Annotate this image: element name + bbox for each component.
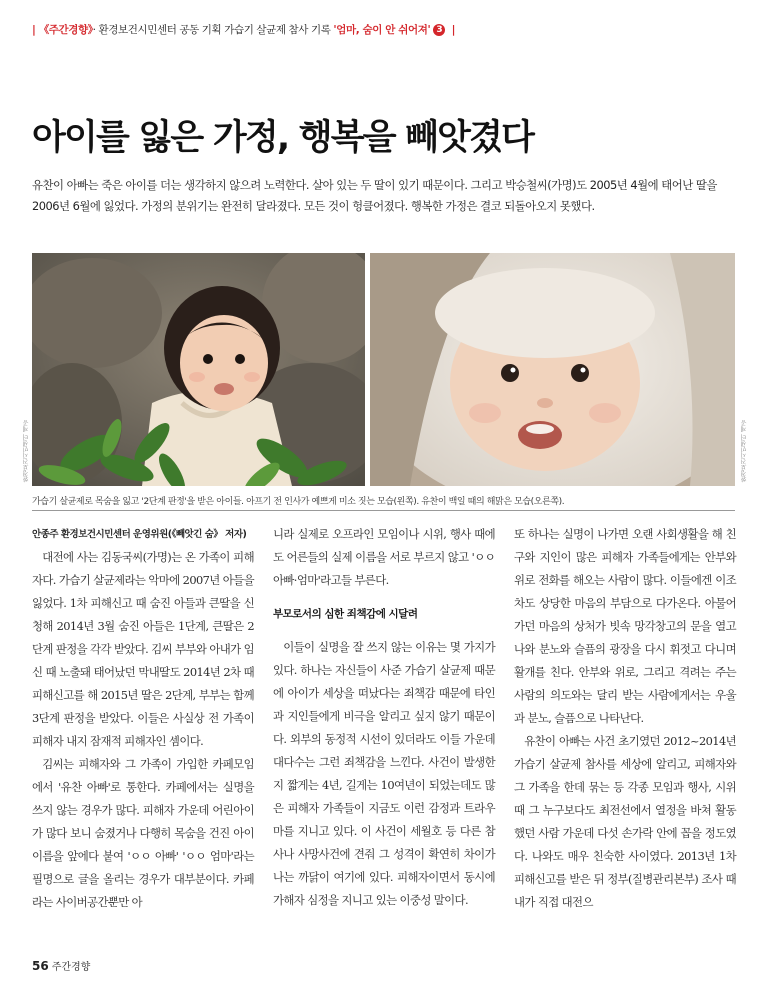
col3-paragraph-1: 또 하나는 실명이 나가면 오랜 사회생활을 해 친구와 지인이 많은 피해자 가족들에게는 안부와 위로 전화를 해오는 사람이 많다. 이들에겐 이조차도 상당한 마음의 부담으로 다가온다. 아물어 가던 마음의 상처가 빗속 망각창고의 문을 열고 나와 분노와 슬픔의 광장을 다시 휘젓고 다니며 활개를 친다. 안부와 위로, 그리고 격려는 주는 사람의 의도와는 달리 받는 사람에게서는 우울과 분노, 슬픔으로 나타난다. bbox=[514, 527, 736, 725]
col1-paragraph-1: 대전에 사는 김동국씨(가명)는 온 가족이 피해자다. 가습기 살균제라는 악마에 2007년 아들을 잃었다. 1차 피해신고 때 숨진 아들과 큰딸을 신청해 2014년 3월 숨진 아들은 1단계, 큰딸은 2단계 판정을 각각 받았다. 김씨 부부와 아내가 임신 때 노출돼 태어났던 막내딸도 2014년 2차 때 피해신고를 해 2015년 딸은 2단계, 부부는 함께 3단계 판정을 받았다. 이들은 사실상 전 가족이 피해자 내지 잠재적 피해자인 셈이다. bbox=[32, 550, 254, 748]
author-byline: 안종주 환경보건시민센터 운영위원(《빼앗긴 숨》 저자) bbox=[32, 529, 247, 540]
series-banner bbox=[32, 22, 752, 37]
col2-paragraph-1: 니라 실제로 오프라인 모임이나 시위, 행사 때에도 어른들의 실제 이름을 서로 부르지 않고 'ㅇㅇ 아빠·엄마'라고들 부른다. bbox=[273, 527, 495, 587]
series-text: · 환경보건시민센터 공동 기획 가습기 살균제 참사 기록 bbox=[92, 24, 334, 36]
series-close-bar: | bbox=[448, 24, 456, 36]
series-number-badge: 3 bbox=[433, 24, 445, 36]
series-title: '엄마, 숨이 안 쉬어져' bbox=[333, 24, 431, 36]
page-folio bbox=[32, 958, 90, 973]
section-divider bbox=[32, 510, 735, 511]
photo-caption: 가습기 살균제로 목숨을 잃고 '2단계 판정'을 받은 아이들. 아프기 전 인사가 예쁘게 미소 짓는 모습(왼쪽). 유찬이 백일 때의 해맑은 모습(오른쪽). bbox=[32, 497, 565, 507]
article-lead: 유찬이 아빠는 죽은 아이를 더는 생각하지 않으려 노력한다. 살아 있는 두 딸이 있기 때문이다. 그리고 박승철씨(가명)도 2005년 4월에 태어난 딸을 2006년 6월에 잃었다. 가정의 분위기는 완전히 달라졌다. 모든 것이 헝클어졌다. 행복한 가정은 결코 되돌아오지 못했다. bbox=[32, 178, 717, 213]
page-number: 56 bbox=[32, 959, 49, 973]
photo-child-left bbox=[32, 253, 365, 486]
col3-paragraph-2: 유찬이 아빠는 사건 초기였던 2012~2014년 가습기 살균제 참사를 세상에 알리고, 피해자와 그 가족을 한데 묶는 등 각종 모임과 행사, 시위 때 그 누구보다도 최전선에서 열정을 바쳐 활동했던 사람 가운데 다섯 손가락 안에 꼽을 정도였다. 나와도 매우 친숙한 사이였다. 2013년 1차 피해신고를 받은 뒤 정부(질병관리본부) 조사 때 내가 직접 대전으 bbox=[514, 734, 736, 909]
photo-credit-right: 환경보건시민센터 제공 bbox=[741, 420, 748, 482]
col1-paragraph-2: 김씨는 피해자와 그 가족이 가입한 카페모임에서 '유찬 아빠'로 통한다. 카페에서는 실명을 쓰지 않는 경우가 많다. 피해자 가운데 어린아이가 많다 보니 숨졌거나 다행히 목숨을 건진 아이 이름을 앞에다 붙여 'ㅇㅇ 아빠' 'ㅇㅇ 엄마'라는 필명으로 글을 올리는 경우가 대부분이다. 카페라는 사이버공간뿐만 아 bbox=[32, 757, 254, 909]
col2-paragraph-2: 이들이 실명을 잘 쓰지 않는 이유는 몇 가지가 있다. 하나는 자신들이 사준 가습기 살균제 때문에 아이가 세상을 떠났다는 죄책감 때문에 타인과 지인들에게 비극을 알리고 싶지 않기 때문이다. 외부의 동정적 시선이 있더라도 이들 가운데 대다수는 그런 죄책감을 느낀다. 사건이 발생한 지 짧게는 4년, 길게는 10여년이 되었는데도 많은 피해자 가족들이 지금도 이런 감정과 트라우마를 지니고 있다. 이 사건이 세월호 등 다른 참사나 사망사건에 견줘 그 성격이 확연히 차이가 나는 까닭이 여기에 있다. 피해자이면서 동시에 가해자 심정을 지니고 있는 이중성 말이다. bbox=[273, 640, 495, 907]
article-column-3 bbox=[514, 523, 736, 914]
series-magazine: 《주간경향》 bbox=[38, 24, 93, 36]
article-headline: 아이를 잃은 가정, 행복을 빼앗겼다 bbox=[32, 118, 534, 158]
photo-credit-left: 환경보건시민센터 제공 bbox=[23, 420, 30, 482]
folio-magazine: 주간경향 bbox=[51, 962, 91, 973]
section-subhead: 부모로서의 심한 죄책감에 시달려 bbox=[273, 608, 418, 620]
article-column-2 bbox=[273, 523, 495, 912]
photo-baby-right bbox=[370, 253, 735, 486]
article-column-1 bbox=[32, 523, 254, 914]
series-open-bar: | bbox=[32, 24, 39, 36]
